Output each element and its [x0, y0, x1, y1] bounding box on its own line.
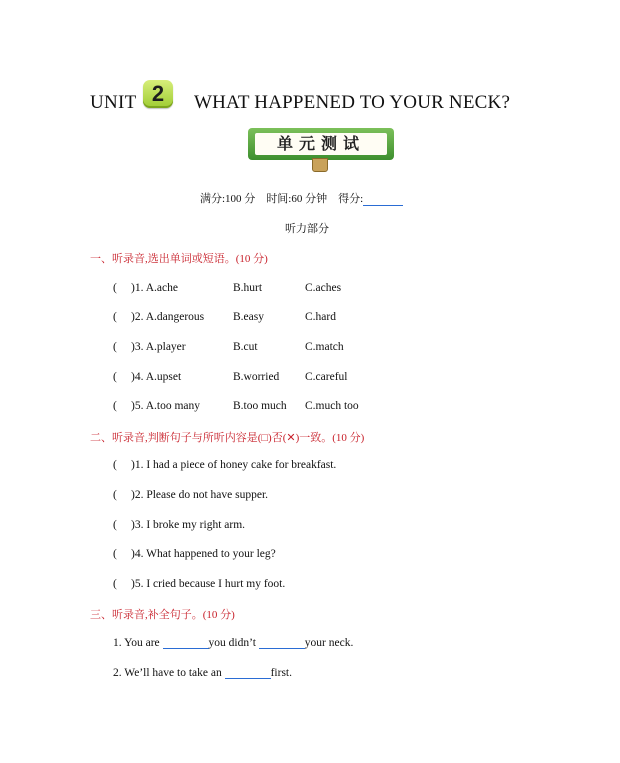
- answer-blank[interactable]: [259, 637, 305, 649]
- banner-label: 单元测试: [255, 133, 387, 155]
- list-item: ( )1. I had a piece of honey cake for breakfast.: [113, 459, 337, 471]
- list-item: ( )4. What happened to your leg?: [113, 548, 276, 560]
- listening-part-label: 听力部分: [285, 223, 329, 235]
- unit-word: UNIT: [90, 92, 137, 113]
- score-label: 得分:: [338, 193, 364, 205]
- answer-blank[interactable]: [225, 667, 271, 679]
- section2-heading: 二、听录音,判断句子与所听内容是(□)否(✕)一致。(10 分): [90, 432, 365, 444]
- section1-heading: 一、听录音,选出单词或短语。(10 分): [90, 253, 268, 265]
- time-limit: 时间:60 分钟: [266, 193, 328, 205]
- list-item: ( )5. I cried because I hurt my foot.: [113, 578, 286, 590]
- score-blank[interactable]: [363, 194, 403, 206]
- list-item: ( )3. A.player B.cut C.match: [113, 341, 344, 353]
- unit-title-row: [0, 80, 620, 120]
- list-item: ( )4. A.upset B.worried C.careful: [113, 371, 348, 383]
- list-item: ( )5. A.too many B.too much C.much too: [113, 400, 359, 412]
- list-item: ( )2. A.dangerous B.easy C.hard: [113, 311, 336, 323]
- list-item: ( )1. A.ache B.hurt C.aches: [113, 282, 342, 294]
- unit-title: WHAT HAPPENED TO YOUR NECK?: [194, 92, 511, 113]
- meta-row: [200, 190, 403, 206]
- unit-test-banner: [248, 128, 394, 170]
- full-score: 满分:100 分: [200, 193, 256, 205]
- fill-sentence-1: 1. You are you didn’t your neck.: [113, 637, 354, 649]
- list-item: ( )3. I broke my right arm.: [113, 519, 246, 531]
- list-item: ( )2. Please do not have supper.: [113, 489, 269, 501]
- section3-heading: 三、听录音,补全句子。(10 分): [90, 609, 235, 621]
- answer-blank[interactable]: [163, 637, 209, 649]
- banner-pin-icon: [312, 158, 328, 172]
- unit-number-badge: 2: [143, 80, 173, 108]
- fill-sentence-2: 2. We’ll have to take an first.: [113, 667, 292, 679]
